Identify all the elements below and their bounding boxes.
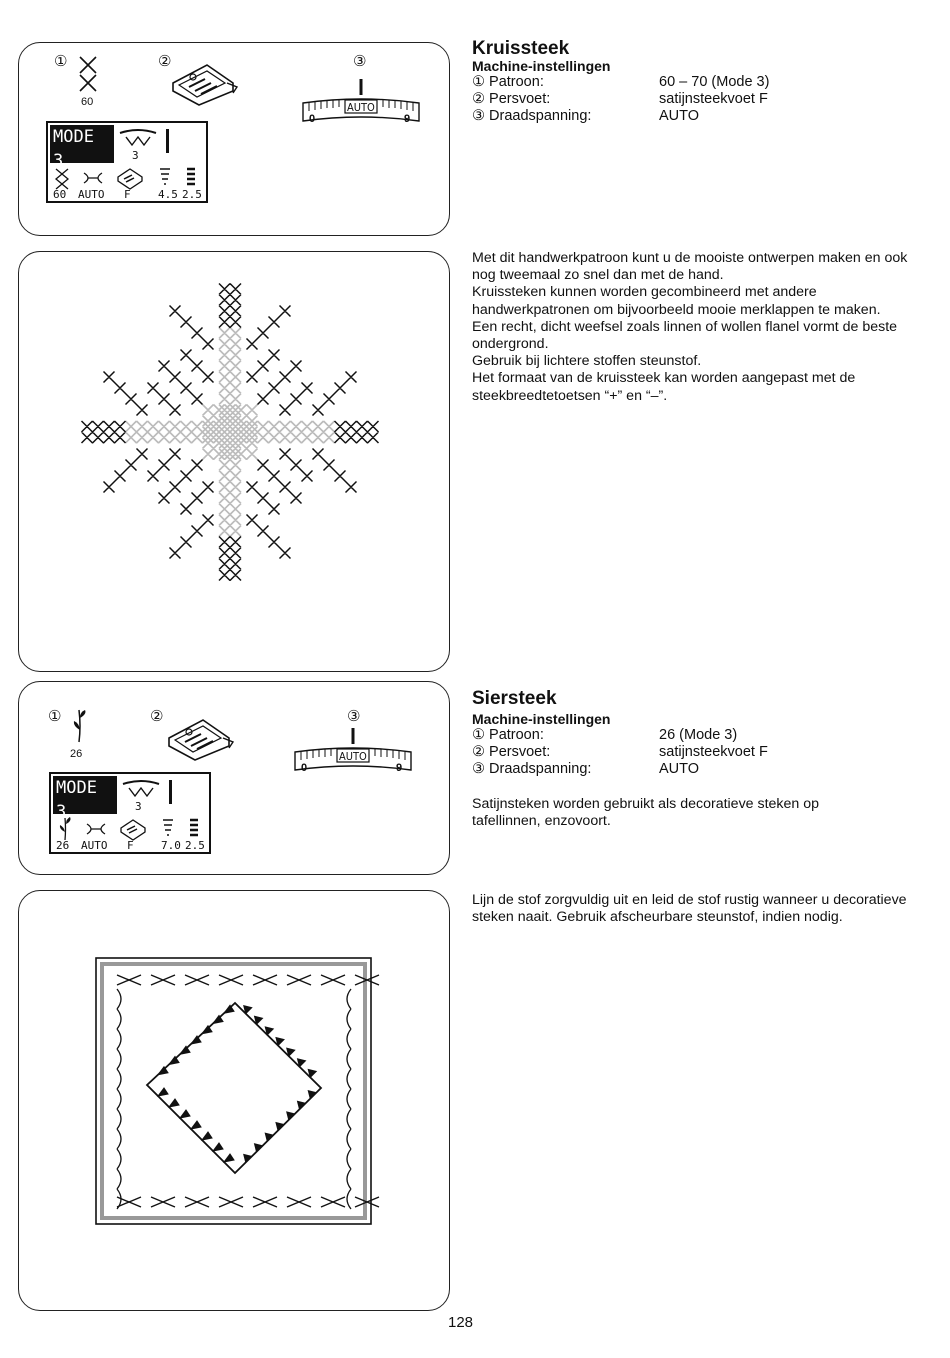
description-paragraph: Het formaat van de kruissteek kan worden aangepast met de steekbreedtetoetsen “+” en “–”. [472,370,856,404]
marker-1: ① [54,52,68,70]
marker-2: ② [158,52,172,70]
dial-min-label: 0 [309,113,316,125]
decorative-stitch-illustration-panel [18,890,450,1311]
lcd-pattern-value: 26 [56,839,70,852]
width-bars-icon [162,818,174,840]
feed-dog-icon [121,778,161,800]
description-paragraph: Met dit handwerkpatroon kunt u de mooiste ontwerpen maken en ook nog tweemaal zo snel dan met de hand. [472,250,908,284]
tension-symbol-icon [85,822,107,836]
needle-icon [166,129,169,153]
cross-stitch-description [472,250,912,405]
section-title-kruissteek: Kruissteek [472,38,570,59]
setting-value: satijnsteekvoet F [659,744,768,760]
lcd-width-value: 7.0 [161,839,181,852]
lcd-tension-value: AUTO [78,188,105,201]
leaf-stitch-icon [71,708,89,744]
cross-stitch-settings-panel [18,42,450,236]
pattern-number-label: 26 [70,748,83,760]
lcd-feed-value: 3 [132,149,139,162]
pattern-number-label: 60 [81,96,94,108]
cross-stitch-icon [77,55,99,95]
lcd-foot-value: F [127,839,134,852]
setting-label: ③ Draadspanning: [472,108,592,124]
dial-max-label: 9 [404,113,411,125]
feed-dog-icon [118,127,158,149]
setting-value: 60 – 70 (Mode 3) [659,74,770,90]
setting-value: AUTO [659,108,700,124]
lcd-width-value: 4.5 [158,188,178,201]
length-bars-icon [189,818,199,840]
setting-value: AUTO [659,761,700,777]
dial-auto-label: AUTO [347,101,375,114]
section-title-siersteek: Siersteek [472,688,557,709]
length-bars-icon [186,167,196,189]
decorative-instructions: Lijn de stof zorgvuldig uit en leid de stof rustig wanneer u decoratieve steken naait. Gebruik afscheurbare steunstof, indien nodig. [472,892,907,926]
marker-2: ② [150,707,164,725]
marker-3: ③ [353,52,367,70]
lcd-foot-value: F [124,188,131,201]
needle-icon [169,780,172,804]
decorative-description: Satijnsteken worden gebruikt als decoratieve steken op tafellinnen, enzovoort. [472,796,820,830]
lcd-feed-value: 3 [135,800,142,813]
description-paragraph: Kruissteken kunnen worden gecombineerd met andere handwerkpatronen om bijvoorbeeld mooie merklappen te maken. [472,284,881,318]
dial-auto-label: AUTO [339,750,367,763]
section-subtitle: Machine-instellingen [472,711,611,727]
gray-stitches [126,328,335,537]
dial-min-label: 0 [301,762,308,774]
setting-label: ① Patroon: [472,727,544,743]
setting-value: 26 (Mode 3) [659,727,738,743]
presser-foot-icon [163,716,235,762]
tension-symbol-icon [82,171,104,185]
lcd-display [46,121,208,203]
decorative-stitch-settings-panel [18,681,450,875]
lcd-pattern-value: 60 [53,188,67,201]
cross-stitch-illustration-panel [18,251,450,672]
description-paragraph: Gebruik bij lichtere stoffen steunstof. [472,353,702,370]
decorative-tablecloth-illustration [19,891,449,1310]
marker-1: ① [48,707,62,725]
lcd-length-value: 2.5 [182,188,202,201]
setting-label: ② Persvoet: [472,91,551,107]
marker-3: ③ [347,707,361,725]
setting-label: ① Patroon: [472,74,544,90]
dial-max-label: 9 [396,762,403,774]
width-bars-icon [159,167,171,189]
page-number: 128 [448,1314,474,1331]
setting-value: satijnsteekvoet F [659,91,768,107]
cross-stitch-design-illustration [19,252,449,671]
lcd-tension-value: AUTO [81,839,108,852]
presser-foot-icon [167,61,239,107]
lcd-mode: MODE 3 [53,776,117,814]
cloth-border [96,958,371,1224]
setting-label: ② Persvoet: [472,744,551,760]
lcd-length-value: 2.5 [185,839,205,852]
section-subtitle: Machine-instellingen [472,58,611,74]
description-paragraph: Een recht, dicht weefsel zoals linnen of wollen flanel vormt de beste ondergrond. [472,318,898,353]
lcd-mode: MODE 3 [50,125,114,163]
lcd-display [49,772,211,854]
setting-label: ③ Draadspanning: [472,761,592,777]
